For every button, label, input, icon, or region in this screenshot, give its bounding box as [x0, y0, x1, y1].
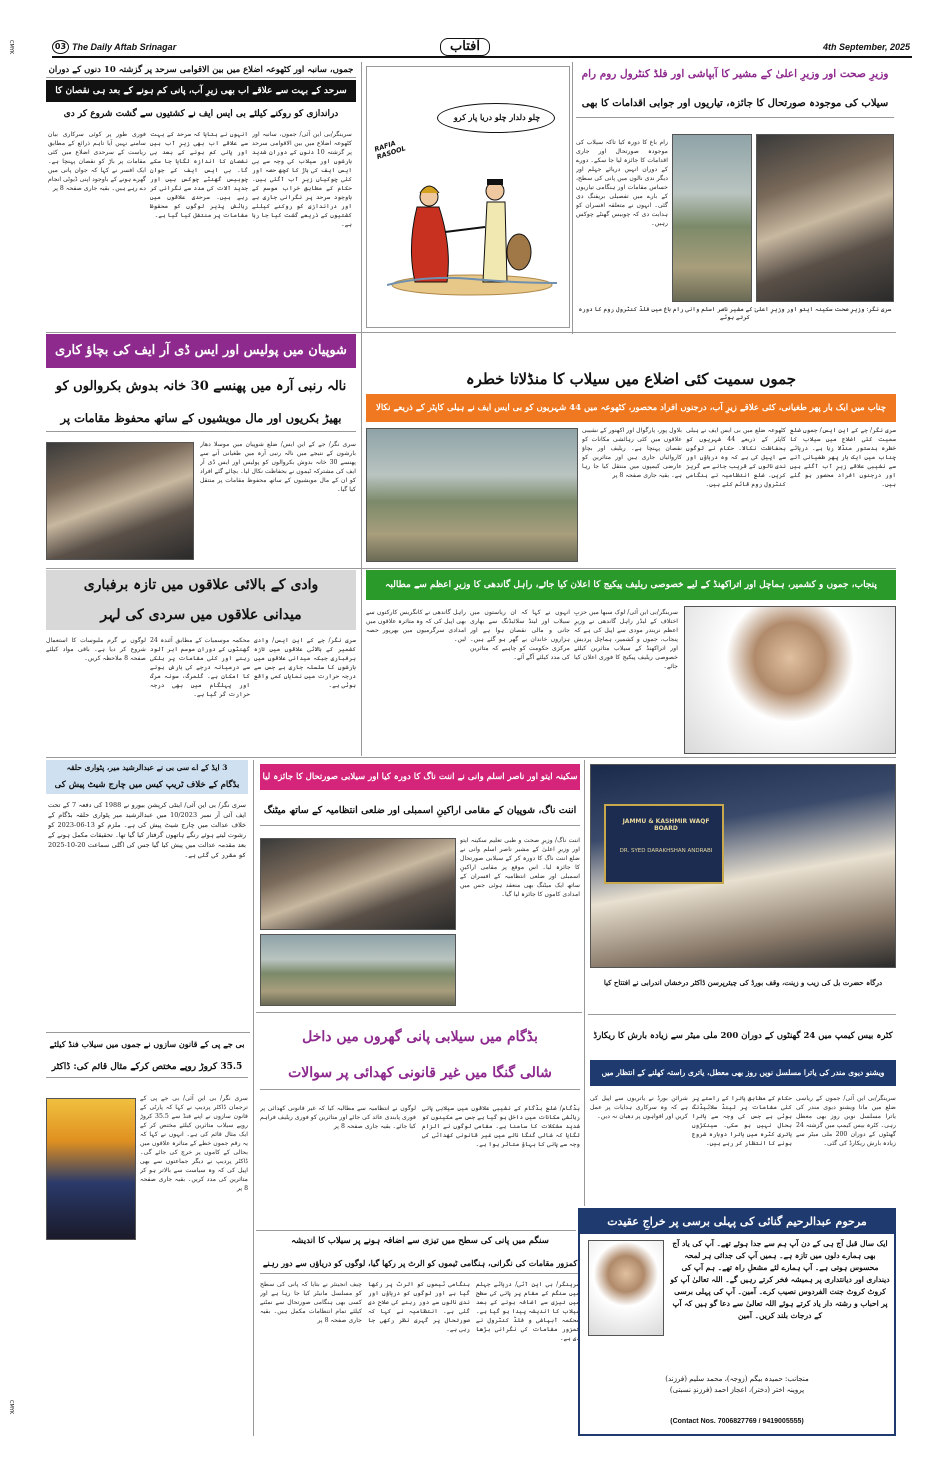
story-kicker: جموں، سانبہ اور کٹھوعہ اضلاع میں بین الاقوامی سرحد پر گزشتہ 10 دنوں کے دوران [46, 62, 356, 78]
obituary-from-label: منجانب: [785, 1375, 809, 1383]
minister-umbrella-photo [756, 134, 894, 302]
story-column: لوگوں نے گرم ملبوسات کا استعمال شروع کر دیا ہے۔ باقی مواد کیلئے صفحہ 8 ملاحظہ کریں۔ [46, 637, 146, 662]
section-rule [46, 568, 896, 569]
story-headline: کمزور مقامات کی نگرانی، ہنگامی ٹیموں کو الرٹ پر رکھا گیا، لوگوں کو دریاؤں سے دور رہنے [260, 1252, 580, 1274]
story-subhead-bar: چناب میں ایک بار پھر طغیانی، کئی علاقے زیرِ آب، درجنوں افراد محصور، کٹھوعہ میں 44 شہریوں کو بی ایس ایف نے ہیلی کاپٹر کے ذریعے نکالا [366, 394, 896, 422]
story-column: کٹھوعہ ضلع میں بی ایس ایف نے ہیلی کاپٹر کے ذریعے 44 شہریوں کو بحفاظت نکالا۔ حکام نے لوگوں سے اپیل کی ہے کہ وہ دریاؤں اور ندی نالوں کے قریب جانے سے گریز کریں۔ ضلع انتظامیہ نے ہنگامی کنٹرول روم قائم کئے ہیں۔ [686, 427, 786, 488]
cmyk-mark-bottom: CMYK [8, 1400, 14, 1415]
story-headline: کٹرہ بیس کیمپ میں 24 گھنٹوں کے دوران 200 ملی میٹر سے زیادہ بارش کا ریکارڈ [593, 1031, 893, 1041]
obituary-family-line: حمیدہ بیگم (زوجہ)، محمد سلیم (فرزند) [665, 1375, 783, 1383]
cartoon-signature: RAFIA RASOOL [373, 139, 407, 162]
plaque [604, 804, 724, 884]
story-anantnag-visit [260, 760, 580, 1010]
story-budgam-flood [260, 1016, 580, 1228]
story-kicker: بی جے پی کے قانون سازوں نے جموں میں سیلاب فنڈ کیلئے [49, 1039, 245, 1049]
plaque-name: DR. SYED DARAKHSHAN ANDRABI [619, 848, 713, 854]
story-subhead: دراندازی کو روکنے کیلئے بی ایس ایف نے کشتیوں سے گشت شروع کر دی [63, 109, 339, 119]
story-kicker: سنگم میں پانی کی سطح میں تیزی سے اضافہ ہونے پر سیلاب کا اندیشہ [291, 1236, 549, 1246]
story-column: سری نگر/ جے کے این ایس/ جموں ضلع سمیت کئی اضلاع میں سیلاب کا خطرہ بدستور منڈلا رہا ہے۔ دریائے چناب میں ایک بار پھر طغیانی آنے سے نشیبی علاقے زیرِ آب آگئے ہیں اور درجنوں افراد محصور ہو گئے ہیں۔ [790, 427, 896, 488]
story-column: انہوں نے کہا کہ ان ریاستوں میں سیلاب اور لینڈ سلائیڈنگ سے بھاری جانی و مالی نقصان ہوا ہے اور ہزاروں خاندان بے گھر ہو گئے ہیں۔ مرکزی حکومت کو چاہیے کہ متاثرین کی مدد کیلئے آگے آئے۔ [470, 609, 570, 661]
story-column: محکمہ موسمیات کے مطابق آئندہ 24 گھنٹوں کے دوران موسم ابر آلود رہنے اور کئی مقامات پر ہلکی سے درمیانہ درجے کی بارش ہونے کا امکان ہے۔ گلمرگ، سونہ مرگ اور پہلگام میں بھی درجہ حرارت گر گیا ہے۔ [150, 637, 250, 698]
story-sangam [260, 1232, 580, 1434]
paper-name: The Daily Aftab Srinagar [72, 42, 177, 52]
story-relief-package [366, 570, 896, 756]
story-kicker: 3 ایڈ کے اے سی بی نے عبدالرشید میر، پٹواری حلقہ [46, 760, 248, 776]
story-jammu-flood [366, 364, 896, 566]
story-column: لوگوں نے انتظامیہ سے مطالبہ کیا کہ غیر قانونی کھدائی پر فوری پابندی عائد کی جائے اور متاثرین کو فوری ریلیف فراہم کیا جائے۔ بقیہ جاری صفحہ 8 پر [260, 1105, 416, 1130]
story-column: سری نگر/ جے کے این ایس/ ضلع شوپیان میں موسلا دھار بارشوں کے نتیجے میں نالہ رنبی آرہ میں طغیانی آنے سے پھنسے 30 خانہ بدوش بکروالوں کو پولیس اور ایس ڈی آر ایف کی مشترکہ ٹیموں نے بحفاظت نکال لیا۔ بچائے گئے افراد کو ان کے مال مویشیوں کے ساتھ محفوظ مقامات پر منتقل کیا گیا۔ [200, 441, 356, 493]
story-column: سری نگر/ جے کے این ایس/ وادی کشمیر کے بالائی علاقوں میں تازہ برفباری جبکہ میدانی علاقوں میں بارشوں کا سلسلہ جاری ہے جس سے درجہ حرارت میں نمایاں کمی واقع ہوئی ہے۔ [254, 637, 356, 689]
cartoon-speech-bubble [437, 103, 555, 133]
column-rule [584, 760, 585, 1206]
story-column: بڈگام/ ضلع بڈگام کے نشیبی علاقوں میں سیلابی پانی رہائشی مکانات میں داخل ہو گیا ہے جس سے مکینوں کو شدید مشکلات کا سامنا ہے۔ مقامی لوگوں نے الزام لگایا کہ شالی گنگا نالے میں غیر قانونی کھدائی کی وجہ سے پانی کا بہاؤ متاثر ہوا ہے۔ [422, 1105, 580, 1148]
story-column: شرائن بورڈ نے یاتریوں سے اپیل کی ہے کہ وہ سرکاری ہدایات پر عمل کریں اور افواہوں پر دھیان نہ دیں۔ [590, 1095, 688, 1120]
page-number-badge [52, 40, 69, 54]
rahul-gandhi-photo [684, 606, 896, 754]
story-body: اننت ناگ/ وزیرِ صحت و طبی تعلیم سکینہ ایتو اور وزیرِ اعلیٰ کے مشیر ناصر اسلم وانی نے ضلع اننت ناگ کا دورہ کر کے سیلابی صورتحال کا جائزہ لیا۔ اس موقع پر مقامی اراکینِ اسمبلی اور ضلعی انتظامیہ کے افسران کے ساتھ ایک میٹنگ بھی منعقد ہوئی جس میں امدادی کاموں کا جائزہ لیا گیا۔ [460, 837, 580, 898]
story-headline: 35.5 کروڑ روپے مختص کرکے مثال قائم کی: ڈاکٹر [46, 1056, 248, 1078]
story-headline: بڈگام میں سیلابی پانی گھروں میں داخل [302, 1029, 538, 1045]
story-headline: اننت ناگ، شوپیان کے مقامی اراکینِ اسمبلی اور ضلعی انتظامیہ کے ساتھ میٹنگ [260, 796, 580, 826]
anantnag-group-photo [260, 838, 456, 930]
story-column: سرینگر/بی این آئی/ جموں کے ریاسی ضلع میں ماتا ویشنو دیوی مندر کی یاترا مسلسل نویں روز بھی معطل رہی۔ کٹرہ بیس کیمپ میں گزشتہ 24 گھنٹوں کے دوران 200 ملی میٹر سے زیادہ بارش ریکارڈ کی گئی۔ [796, 1095, 896, 1147]
story-body: سری نگر/ بی این آئی/ بی جے پی کے ترجمان ڈاکٹر پردیپ نے کہا کہ پارٹی کے قانون سازوں نے اپنے فنڈ سے 35.5 کروڑ روپے سیلاب متاثرین کیلئے مختص کر کے ایک مثال قائم کی ہے۔ انہوں نے کہا کہ یہ رقم جموں خطے کے متاثرہ علاقوں میں بحالی کے کاموں پر خرچ کی جائے گی۔ ڈاکٹر پردیپ نے دیگر جماعتوں سے بھی اپیل کی کہ وہ سیاست سے بالاتر ہو کر متاثرین کی مدد کریں۔ بقیہ جاری صفحہ 8 پر [140, 1095, 248, 1192]
story-column: سرینگر/بی این آئی/ جموں، سانبہ اور کٹھوعہ اضلاع میں بین الاقوامی سرحد پر گزشتہ 10 دنوں کے دوران شدید بارشوں اور سیلاب کی وجہ سے بی ایس ایف کی باڑ کا کچھ حصہ اور کئی چوکیاں زیرِ آب آگئی ہیں۔ حکام کے مطابق خراب موسم کے باوجود سرحد پر نگرانی جاری ہے اور دراندازی کو روکنے کیلئے کشتیوں کے ذریعے گشت کیا جا رہا ہے۔ [252, 131, 352, 228]
chenab-flood-photo [366, 428, 578, 562]
plaque-title: JAMMU & KASHMIR WAQF BOARD [622, 818, 710, 832]
page-number: 03 [54, 42, 67, 51]
story-subhead: سیلاب کی موجودہ صورتحال کا جائزہ، تیاریوں اور جوابی اقدامات کا بھی [576, 90, 894, 118]
story-body: سری نگر/ بی این آئی/ اینٹی کرپشن بیورو نے 1988 کی دفعہ 7 کے تحت ایف آئی آر نمبر 10/2023 میں عبدالرشید میر پٹواری حلقہ بڈگام کے خلاف عدالت میں چارج شیٹ پیش کی ہے۔ ملزم کو 13-06-2023 کو رشوت لیتے ہوئے رنگے ہاتھوں گرفتار کیا گیا تھا۔ تحقیقات مکمل ہونے کے بعد مقدمہ عدالت میں پیش کیا گیا جس کی اگلی سماعت 20-10-2025 کو مقرر کی گئی ہے۔ [48, 801, 246, 859]
section-rule [588, 1014, 896, 1015]
story-column: سرینگر/بی این آئی/ لوک سبھا میں حزبِ اختلاف کے لیڈر راہل گاندھی نے وزیرِ اعظم نریندر مودی سے اپیل کی ہے کہ پنجاب، جموں و کشمیر، ہماچل پردیش اور اتراکھنڈ کے سیلاب متاثرین کیلئے خصوصی ریلیف پیکیج کا فوری اعلان کیا جائے۔ [574, 609, 678, 670]
cartoon-drawing [387, 157, 557, 297]
story-headline-bar: پنجاب، جموں و کشمیر، ہماچل اور اتراکھنڈ کے لیے خصوصی ریلیف پیکیج کا اعلان کیا جائے، راہل گاندھی کا وزیرِ اعظم سے مطالبہ [366, 570, 896, 600]
story-column: انہوں نے بتایا کہ سرحد کے بہت سے علاقے اب بھی زیرِ آب ہیں اور پانی کم ہونے کے بعد ہی نقصان کا اندازہ لگایا جا سکے گا۔ بی ایس ایف کے جوان چوبیس گھنٹے چوکس ہیں اور جدید آلات کی مدد سے نگرانی کر رہے ہیں۔ سرحدی علاقوں میں رہائش پذیر لوگوں کو محفوظ مقامات پر منتقل کیا گیا ہے۔ [150, 131, 248, 219]
column-rule [361, 62, 362, 756]
cartoon-speech-text: چلو دلدار چلو دریا پار کرو [453, 112, 541, 122]
story-headline: بڈگام کے خلاف ٹریپ کیس میں چارج شیٹ پیش کی [46, 776, 248, 794]
story-column: رام باغ کا دورہ کیا تاکہ سیلاب کی موجودہ صورتحال اور جاری اقدامات کا جائزہ لیا جا سکے۔ دورے کے دوران انہیں دریائے جہلم اور دیگر ندی نالوں میں پانی کی سطح، حساس مقامات اور ہنگامی تیاریوں کے بارے میں تفصیلی بریفنگ دی گئی۔ انہوں نے متعلقہ افسران کو ہدایت دی کہ چوبیس گھنٹے چوکس رہیں۔ [576, 139, 668, 227]
story-bjp-fund [46, 1034, 248, 1434]
obituary-portrait [588, 1240, 664, 1336]
photo-caption: درگاہ حضرت بل کی زیب و زینت، وقف بورڈ کی چیئرپرسن ڈاکٹر درخشاں اندرابی نے افتتاح کیا [603, 978, 883, 987]
dr-pardeep-photo [46, 1098, 136, 1240]
cmyk-mark-top: CMYK [8, 40, 14, 55]
story-headline: جموں سمیت کئی اضلاع میں سیلاب کا منڈلاتا خطرہ [465, 370, 797, 388]
photo-caption: سری نگر: وزیرِ صحت سکینہ ایتو اور وزیرِ اعلیٰ کے مشیر ناصر اسلم وانی رام باغ میں فلڈ کنٹرول روم کا دورہ کرتے ہوئے [578, 306, 892, 321]
story-headline-bar: سرحد کے بہت سے علاقے اب بھی زیرِ آب، پانی کم ہونے کے بعد ہی نقصان کا [46, 80, 356, 102]
issue-date: 4th September, 2025 [822, 42, 910, 52]
story-subhead: بھیڑ بکریوں اور مال مویشیوں کے ساتھ محفوظ مقامات پر [46, 404, 356, 432]
story-banner: سکینہ ایتو اور ناصر اسلم وانی نے اننت ناگ کا دورہ کیا اور سیلابی صورتحال کا جائزہ لیا [260, 764, 580, 790]
obituary-headline: مرحوم عبدالرحیم گنائی کی پہلی برسی پر خراجِ عقیدت [580, 1210, 894, 1234]
anantnag-flood-photo [260, 934, 456, 1006]
story-headline-bar: وادی کے بالائی علاقوں میں تازہ برفباری [46, 570, 356, 600]
section-rule [46, 1032, 250, 1033]
story-column: سرینگر/ بی این آئی/ دریائے جہلم میں سنگم کے مقام پر پانی کی سطح میں تیزی سے اضافہ ہونے کے بعد سیلاب کا اندیشہ پیدا ہو گیا ہے۔ محکمہ آبپاشی و فلڈ کنٹرول نے کمزور مقامات کی نگرانی بڑھا دی ہے۔ [476, 1281, 580, 1342]
obituary-notice [578, 1208, 896, 1436]
section-rule [256, 1012, 582, 1013]
story-subhead-bar: ویشنو دیوی مندر کی یاترا مسلسل نویں روز بھی معطل، یاتری راستہ کھلنے کے انتظار میں [590, 1060, 896, 1086]
story-acb-chargesheet [46, 760, 248, 1032]
story-column: حکام کے مطابق یاترا کے راستے پر کئی مقامات پر لینڈ سلائیڈنگ ہوئی ہے جس کی وجہ سے یاترا بحال نہیں ہو سکی۔ سینکڑوں یاتری کٹرہ میں یاترا دوبارہ شروع ہونے کا انتظار کر رہے ہیں۔ [692, 1095, 792, 1147]
story-column: چیف انجینئر نے بتایا کہ پانی کی سطح کو مسلسل مانیٹر کیا جا رہا ہے اور کسی بھی ہنگامی صورتحال سے نمٹنے کیلئے تمام انتظامات مکمل ہیں۔ بقیہ جاری صفحہ 8 پر [260, 1281, 362, 1324]
story-shopian-rescue [46, 334, 356, 566]
obituary-family-line: پروینہ اختر (دختر)، اعجاز احمد (فرزندِ نسبتی) [669, 1386, 805, 1394]
cartoon-panel [366, 66, 570, 328]
masthead-logo: آفتاب [440, 38, 490, 56]
story-column: راہل گاندھی نے کانگریس کارکنوں سے بھی اپیل کی کہ وہ متاثرہ علاقوں میں امدادی سرگرمیوں میں بھرپور حصہ لیں۔ [366, 609, 466, 643]
story-subhead: شالی گنگا میں غیر قانونی کھدائی پر سوالات [260, 1056, 580, 1090]
flood-control-photo [672, 134, 752, 302]
story-headline: وزیرِ صحت اور وزیرِ اعلیٰ کے مشیر کا آبپاشی اور فلڈ کنٹرول روم رام [581, 68, 889, 80]
section-rule [46, 332, 896, 333]
story-minister-visit [576, 62, 894, 334]
header-bar [0, 36, 945, 58]
story-column: ہنگامی ٹیموں کو الرٹ پر رکھا گیا ہے اور لوگوں کو دریاؤں اور ندی نالوں سے دور رہنے کی صلاح دی گئی ہے۔ انتظامیہ نے کہا کہ صورتحال پر گہری نظر رکھی جا رہی ہے۔ [368, 1281, 470, 1333]
obituary-poem: ایک سال قبل آج ہی کے دن آپ ہم سے جدا ہوئے تھے۔ آپ کی یاد آج بھی ہمارے دلوں میں تازہ ہے۔ ہمیں آپ کی جدائی ہر لمحہ محسوس ہوتی ہے۔ آپ ہمارے لئے مشعلِ راہ تھے۔ ہم آپ کی دینداری اور دیانتداری پر ہمیشہ فخر کرتے رہیں گے۔ اللہ تعالیٰ آپ کو کروٹ کروٹ جنت الفردوس نصیب کرے۔ آمین۔ آپ کی پہلی برسی پر احباب و رشتہ دار یاد کرتے ہوئے اللہ تعالیٰ سے دعا گو ہیں کہ آپ کے درجات بلند کریں۔ آمین [670, 1239, 890, 1320]
section-rule [256, 1230, 576, 1231]
story-subhead: نالہ رنبی آرہ میں پھنسے 30 خانہ بدوش بکروالوں کو [55, 379, 347, 394]
column-rule [572, 62, 573, 334]
story-border-floods [46, 62, 356, 330]
story-katra-rain [590, 1024, 896, 1202]
story-headline-bar: شوپیان میں پولیس اور ایس ڈی آر ایف کی بچاؤ کاری [46, 334, 356, 368]
story-snowfall [46, 570, 356, 754]
column-rule [253, 760, 254, 1436]
section-rule [46, 757, 896, 758]
obituary-contact: (Contact Nos. 7006827769 / 9419005555) [670, 1418, 804, 1425]
story-subhead-bar: میدانی علاقوں میں سردی کی لہر [46, 600, 356, 630]
rescue-photo [46, 442, 194, 560]
header-rule [52, 56, 912, 58]
story-hazratbal [590, 764, 896, 1002]
story-column: فوری طور پر کوئی سرکاری بیان سامنے نہیں آیا تاہم ذرائع کے مطابق ریاست کے سرحدی اضلاع میں کئی مقامات پر باڑ کو نقصان پہنچا ہے۔ ایک افسر نے کہا کہ جوان پانی میں گھرے ہونے کے باوجود اپنی ڈیوٹی انجام دے رہے ہیں۔ بقیہ جاری صفحہ 8 پر [48, 131, 146, 192]
obituary-family [584, 1374, 890, 1418]
story-column: بلاول پور، پارگوال اور اکھنور کے نشیبی علاقوں میں کئی رہائشی مکانات کو نقصان پہنچا ہے۔ ریلیف اور بچاؤ کاروائیاں جاری ہیں اور متاثرین کو عارضی کیمپوں میں منتقل کیا جا رہا ہے۔ بقیہ جاری صفحہ 8 پر [582, 427, 682, 479]
